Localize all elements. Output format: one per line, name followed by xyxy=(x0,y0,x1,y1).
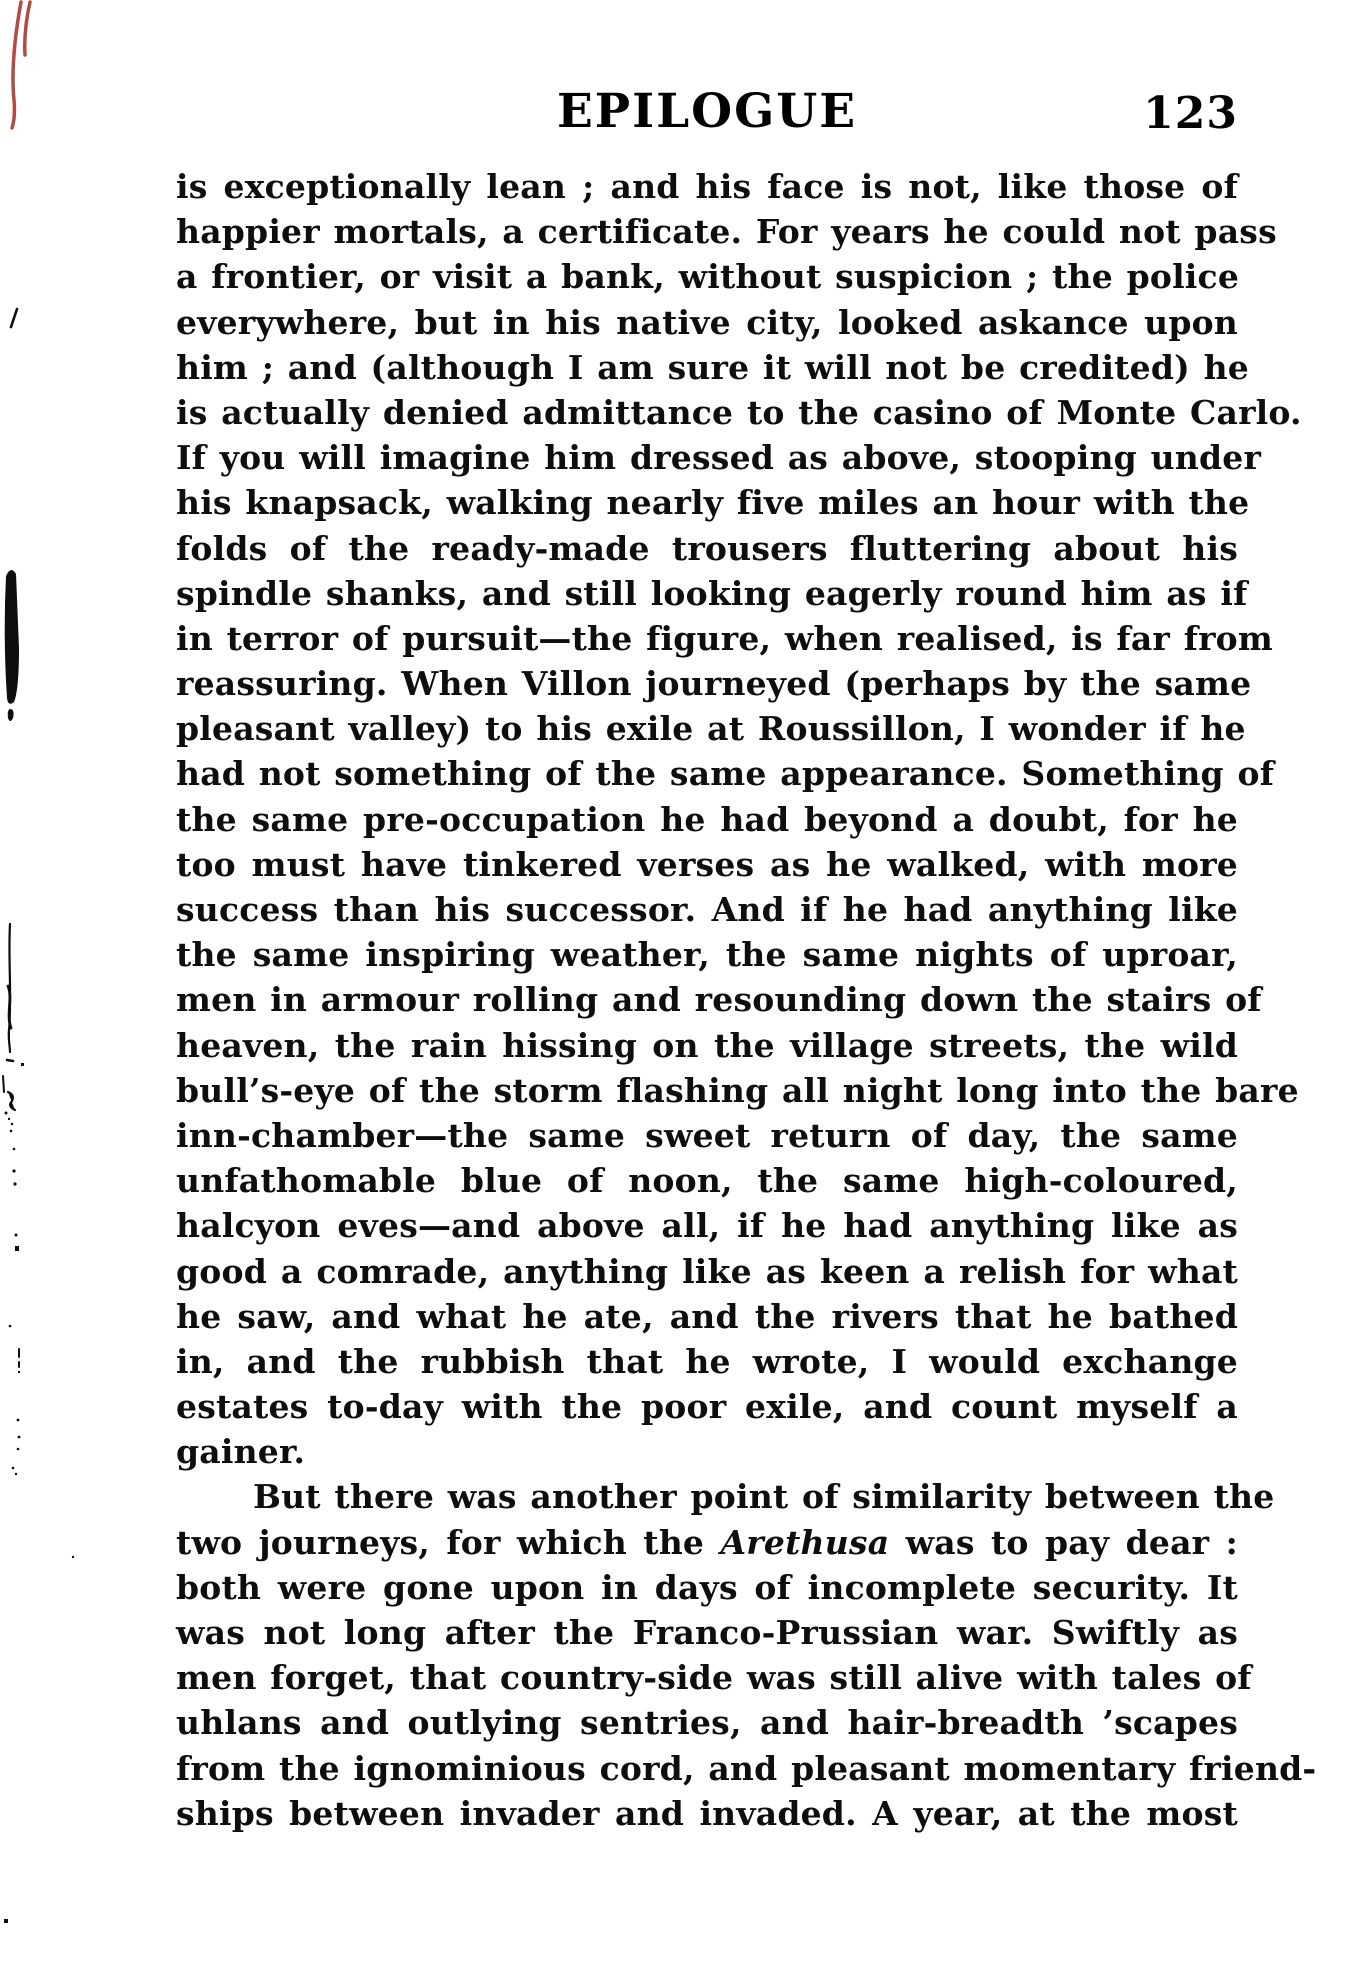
page-number: 123 xyxy=(1143,88,1238,139)
text-line: halcyon eves—and above all, if he had anything like as xyxy=(176,1206,1238,1246)
margin-ink-specks xyxy=(3,924,74,1923)
text-line: uhlans and outlying sentries, and hair-breadth ’scapes xyxy=(176,1703,1238,1743)
text-line: had not something of the same appearance. Something of xyxy=(176,754,1275,794)
text-line: folds of the ready-made trousers fluttering about his xyxy=(176,528,1238,568)
text-line: If you will imagine him dressed as above, stooping under xyxy=(176,438,1262,478)
text-line: two journeys, for which the Arethusa was to pay dear : xyxy=(176,1522,1238,1562)
text-line: a frontier, or visit a bank, without suspicion ; the police xyxy=(176,257,1240,297)
text-line: both were gone upon in days of incomplete security. It xyxy=(176,1567,1238,1607)
text-line: from the ignominious cord, and pleasant momentary friend- xyxy=(176,1748,1317,1788)
body-text xyxy=(176,164,1317,1836)
text-line: everywhere, but in his native city, looked askance upon xyxy=(176,302,1238,342)
ink-blot xyxy=(5,570,19,721)
text-line: in, and the rubbish that he wrote, I would exchange xyxy=(176,1341,1238,1381)
text-line: him ; and (although I am sure it will not be credited) he xyxy=(176,347,1249,387)
text-line: unfathomable blue of noon, the same high-coloured, xyxy=(176,1161,1238,1201)
text-line: men in armour rolling and resounding down the stairs of xyxy=(176,980,1262,1020)
text-line: heaven, the rain hissing on the village streets, the wild xyxy=(176,1025,1238,1065)
text-line: pleasant valley) to his exile at Roussillon, I wonder if he xyxy=(176,709,1246,749)
page-header xyxy=(176,86,1238,138)
text-line: spindle shanks, and still looking eagerly round him as if xyxy=(176,573,1248,613)
text-line: his knapsack, walking nearly five miles an hour with the xyxy=(176,483,1250,523)
page-header-title: EPILOGUE xyxy=(556,84,858,139)
text-line: the same pre-occupation he had beyond a doubt, for he xyxy=(176,799,1238,839)
text-line: happier mortals, a certificate. For years he could not pass xyxy=(176,212,1277,252)
text-line: too must have tinkered verses as he walked, with more xyxy=(176,844,1238,884)
text-line: is actually denied admittance to the casino of Monte Carlo. xyxy=(176,392,1302,432)
text-line: he saw, and what he ate, and the rivers that he bathed xyxy=(176,1296,1238,1336)
pen-slash-mark xyxy=(11,309,17,327)
text-line: inn-chamber—the same sweet return of day, the same xyxy=(176,1115,1238,1155)
text-line: the same inspiring weather, the same nights of uproar, xyxy=(176,935,1238,975)
text-line: gainer. xyxy=(176,1432,306,1472)
text-line: success than his successor. And if he had anything like xyxy=(176,890,1238,929)
text-line: was not long after the Franco-Prussian war. Swiftly as xyxy=(176,1613,1238,1652)
red-pen-marks xyxy=(12,2,30,128)
text-line: men forget, that country-side was still alive with tales of xyxy=(176,1658,1252,1698)
text-line: reassuring. When Villon journeyed (perhaps by the same xyxy=(176,664,1252,704)
text-line: But there was another point of similarity between the xyxy=(253,1477,1275,1517)
text-line: good a comrade, anything like as keen a relish for what xyxy=(176,1251,1238,1291)
text-line: is exceptionally lean ; and his face is not, like those of xyxy=(176,167,1238,206)
text-line: estates to-day with the poor exile, and count myself a xyxy=(176,1387,1238,1427)
text-line: ships between invader and invaded. A year, at the most xyxy=(176,1793,1238,1833)
text-line: in terror of pursuit—the figure, when realised, is far from xyxy=(176,618,1273,658)
text-line: bull’s-eye of the storm flashing all night long into the bare xyxy=(176,1070,1299,1110)
